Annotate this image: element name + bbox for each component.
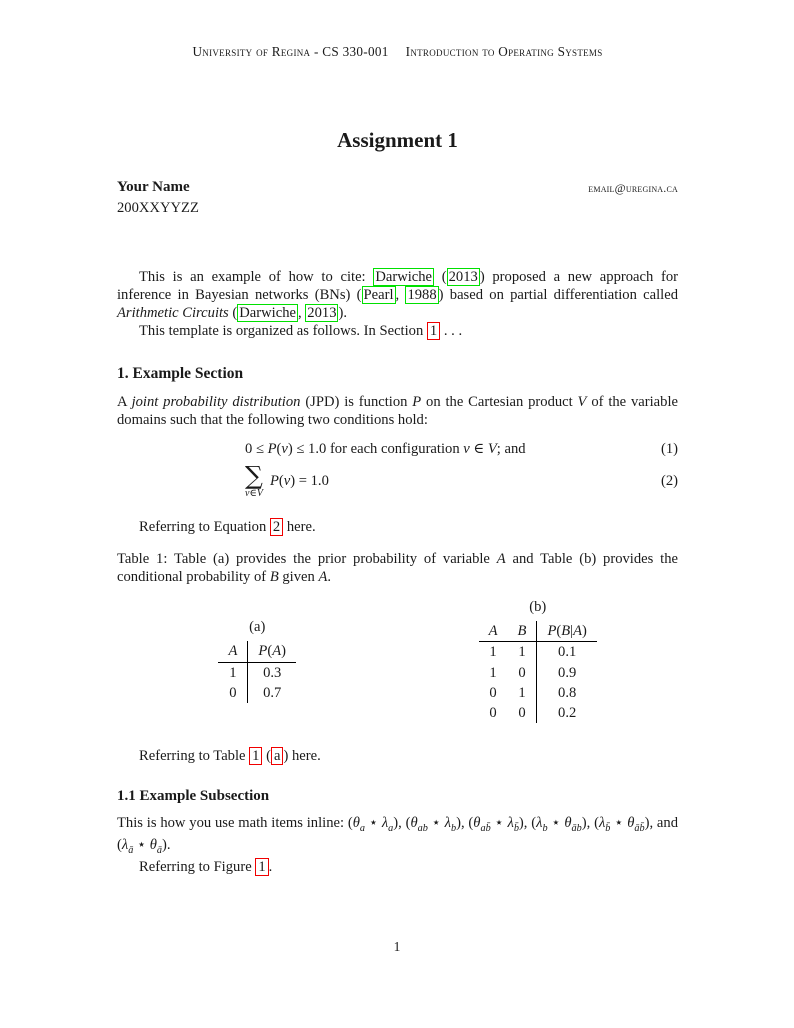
col-header-A: A (218, 641, 247, 662)
citation-paragraph (117, 268, 678, 322)
cell: 0.8 (537, 683, 597, 703)
cell: 0.9 (537, 663, 597, 683)
table-row (479, 663, 597, 683)
conditional-probability-table (479, 621, 597, 722)
equation-2 (117, 460, 678, 499)
subtable-a-label: (a) (249, 619, 266, 636)
cell: 0 (218, 683, 247, 703)
citation-link-darwiche-1[interactable]: Darwiche (375, 269, 433, 286)
cell: 1 (518, 684, 526, 701)
equation-1 (117, 440, 678, 458)
cell: 1 (518, 644, 526, 661)
author-email: email@uregina.ca (588, 181, 678, 196)
col-header-PBA: P(B|A) (537, 621, 597, 642)
paragraph-text: ). (338, 305, 347, 322)
paragraph-text: ( (262, 747, 271, 764)
sigma-glyph: ∑ (245, 460, 263, 490)
table-row (479, 642, 597, 663)
figure-reference-line (117, 858, 678, 876)
table-reference-line (117, 747, 678, 765)
subtable-ref-a[interactable]: a (271, 747, 283, 765)
citation-link-pearl[interactable]: Pearl (363, 287, 394, 304)
prior-probability-table (218, 641, 296, 702)
author-left (117, 178, 199, 217)
cell: 0 (518, 664, 526, 681)
cell: 0.1 (537, 642, 597, 663)
header-course-name: Introduction to Operating Systems (405, 44, 603, 59)
table-row (479, 683, 597, 703)
citation-link-2013-2[interactable]: 2013 (307, 305, 337, 322)
subtable-b-label: (b) (529, 599, 547, 616)
paragraph-text: Referring to Table (139, 747, 250, 764)
cell: 0 (489, 704, 497, 721)
col-header-A: A (479, 621, 508, 642)
summation-limits: v∈V (245, 487, 263, 499)
table-1-caption: Table 1: Table (a) provides the prior probability of variable A and Table (b) provides the conditional probability of B given A. (117, 551, 678, 586)
inline-math-run: ($\theta_a$ ⋆ $\lambda_a$), ($\theta_{ab}$ ⋆ $\lambda_b$), ($\theta_{ab̄}$ ⋆ $\lambda_{b̄}$), ($\lambda_b$ ⋆ $\theta_{āb}$), ($\lambda_{b̄}$ ⋆ $\theta_{āb̄}$), and ($\lambda_ā$ ⋆ $\theta_ā$). (117, 815, 678, 856)
paragraph-text: ( (228, 305, 238, 322)
paragraph-text: This is how you use math items inline: (117, 815, 348, 832)
paragraph-text: , (298, 305, 306, 322)
paragraph-text: . (268, 858, 273, 875)
cell: 0 (518, 704, 526, 721)
inline-math-paragraph (117, 814, 678, 857)
paragraph-text: ) proposed a new approach for inference in Bayesian networks (BNs) ( (117, 269, 678, 304)
cell: 0 (489, 684, 497, 701)
section-ref-1[interactable]: 1 (427, 322, 440, 340)
jpd-definition-paragraph: A joint probability distribution (JPD) is function P on the Cartesian product V of the variable domains such that the following two conditions hold: (117, 393, 678, 428)
subsection-heading: 1.1 Example Subsection (117, 787, 270, 804)
equation-1-number: (1) (660, 440, 678, 457)
template-organization-paragraph (117, 322, 678, 340)
paragraph-text: This is an example of how to cite: (139, 269, 374, 286)
section-heading: 1. Example Section (117, 365, 244, 383)
subtable-b (398, 598, 679, 723)
table-row (479, 703, 597, 723)
page-number: 1 (393, 939, 401, 955)
paragraph-text: ) based on partial differentiation called (438, 287, 679, 304)
equation-2-body: P(v) = 1.0 (269, 472, 329, 489)
author-name: Your Name (117, 179, 190, 196)
equation-1-body: 0 ≤ P(v) ≤ 1.0 for each configuration v ∈ V; and (245, 440, 526, 457)
assignment-title: Assignment 1 (337, 128, 458, 153)
paragraph-text: Referring to Figure (139, 858, 256, 875)
summation-symbol (245, 460, 263, 499)
equation-block (117, 440, 678, 499)
paragraph-text: ) here. (283, 747, 321, 764)
header-course-code: University of Regina - CS 330-001 (192, 44, 389, 59)
citation-link-2013-1[interactable]: 2013 (448, 269, 478, 286)
student-id: 200XXYYZZ (117, 199, 199, 216)
paragraph-text: here. (283, 518, 316, 535)
col-header-PA: P(A) (248, 641, 296, 662)
subtable-a (117, 618, 398, 702)
figure-ref-1[interactable]: 1 (255, 858, 268, 876)
table-row (218, 683, 296, 703)
cell: 0.7 (263, 684, 282, 701)
paragraph-text: ( (434, 269, 447, 286)
cell: 1 (489, 664, 497, 681)
paragraph-text: . . . (440, 323, 463, 340)
col-header-B: B (508, 621, 537, 642)
table-header-row (479, 621, 597, 642)
equation-reference-line (117, 518, 678, 536)
paragraph-text: Referring to Equation (139, 518, 270, 535)
paragraph-text: , (395, 287, 406, 304)
table-row (218, 662, 296, 683)
cell: 1 (218, 662, 247, 683)
table-header-row (218, 641, 296, 662)
cell: 0.2 (537, 703, 597, 723)
cell: 0.3 (263, 664, 282, 681)
running-header (117, 44, 678, 60)
citation-link-1988[interactable]: 1988 (407, 287, 437, 304)
table-ref-1[interactable]: 1 (249, 747, 262, 765)
cell: 1 (489, 644, 497, 661)
author-block (117, 178, 678, 217)
paragraph-text: This template is organized as follows. In Section (139, 323, 427, 340)
table-1-floats (117, 598, 678, 723)
equation-2-number: (2) (660, 472, 678, 489)
equation-ref-2[interactable]: 2 (270, 518, 283, 536)
italic-term-arithmetic-circuits: Arithmetic Circuits (117, 305, 229, 322)
citation-link-darwiche-2[interactable]: Darwiche (239, 305, 296, 322)
